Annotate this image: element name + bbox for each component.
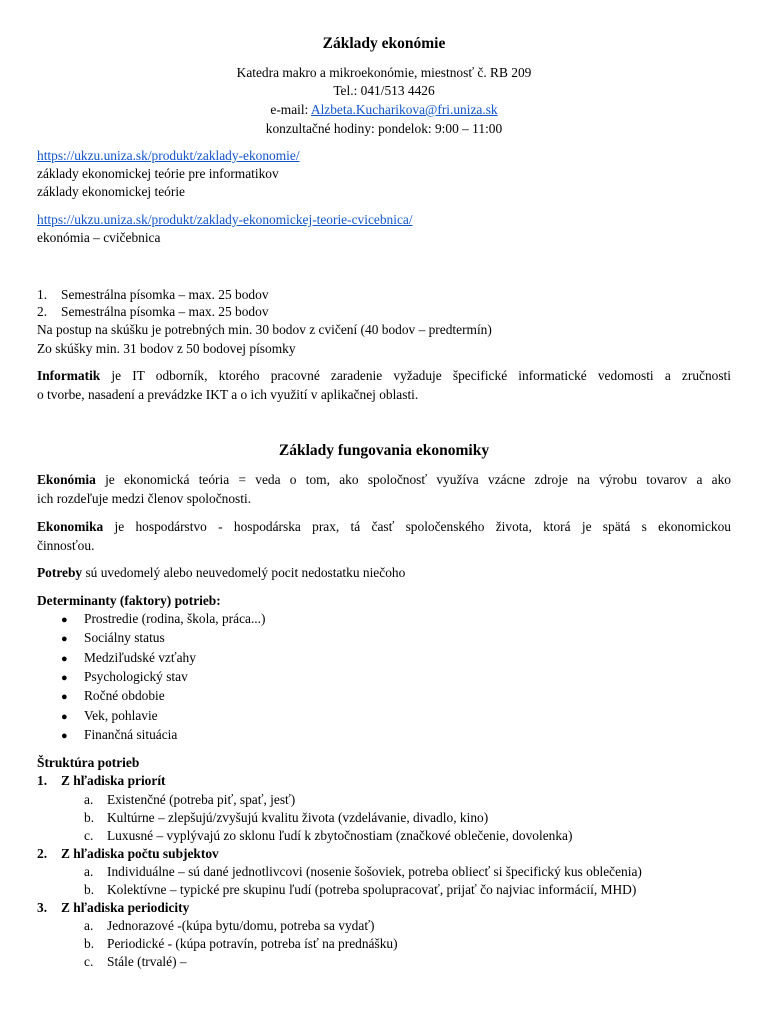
structure-item-letter: a.: [84, 918, 94, 933]
structure-group-heading: Z hľadiska počtu subjektov: [61, 846, 219, 861]
structure-item: Periodické - (kúpa potravín, potreba ísť na prednášku): [107, 936, 398, 951]
informatik-paragraph-line-2: o tvorbe, nasadení a prevádzke IKT a o ich využití v aplikačnej oblasti.: [37, 387, 419, 402]
bullet-icon: ●: [61, 672, 68, 684]
structure-item-letter: c.: [84, 954, 94, 969]
structure-heading: Štruktúra potrieb: [37, 755, 140, 770]
informatik-term: Informatik: [37, 368, 101, 383]
ekonomika-term: Ekonomika: [37, 519, 104, 534]
structure-item-letter: a.: [84, 792, 94, 807]
structure-group-heading: Z hľadiska priorít: [61, 773, 166, 788]
textbook-line-1: základy ekonomickej teórie pre informatikov: [37, 166, 279, 181]
ekonomika-paragraph-line-1: [37, 518, 731, 536]
structure-item: Existenčné (potreba piť, spať, jesť): [107, 792, 296, 807]
structure-item: Luxusné – vyplývajú zo sklonu ľudí k zbytočnostiam (značkové oblečenie, dovolenka): [107, 828, 573, 843]
structure-item-letter: a.: [84, 864, 94, 879]
grading-item: Semestrálna písomka – max. 25 bodov: [61, 304, 269, 319]
document-title: Základy ekonómie: [322, 35, 446, 52]
structure-item: Kolektívne – typické pre skupinu ľudí (potreba spolupracovať, prijať čo najviac informácií, MHD): [107, 882, 637, 897]
bullet-icon: ●: [61, 614, 68, 626]
structure-group-number: 3.: [37, 900, 48, 915]
structure-item: Stále (trvalé) –: [107, 954, 187, 969]
bullet-icon: ●: [61, 653, 68, 665]
potreby-term: Potreby: [37, 565, 83, 580]
determinant-item: Finančná situácia: [84, 727, 178, 742]
determinant-item: Vek, pohlavie: [84, 708, 158, 723]
structure-item: Individuálne – sú dané jednotlivcovi (nosenie šošoviek, potreba obliecť si špecifický kus oblečenia): [107, 864, 642, 879]
ekonomia-text: je ekonomická teória = veda o tom, ako spoločnosť využíva vzácne zdroje na výrobu tovarov a ako: [95, 472, 731, 487]
determinant-item: Ročné obdobie: [84, 688, 165, 703]
email-line: [0, 101, 768, 119]
workbook-link[interactable]: https://ukzu.uniza.sk/produkt/zaklady-ekonomickej-teorie-cvicebnica/: [37, 212, 413, 227]
informatik-text: je IT odborník, ktorého pracovné zaradenie vyžaduje špecifické informatické vedomosti a zručnosti: [100, 368, 731, 383]
ekonomia-term: Ekonómia: [37, 472, 96, 487]
bullet-icon: ●: [61, 711, 68, 723]
determinant-item: Sociálny status: [84, 630, 165, 645]
ekonomika-paragraph-line-2: činnosťou.: [37, 538, 95, 553]
office-hours-line: konzultačné hodiny: pondelok: 9:00 – 11:00: [265, 121, 503, 136]
grading-note-2: Zo skúšky min. 31 bodov z 50 bodovej písomky: [37, 341, 296, 356]
potreby-paragraph: [37, 564, 405, 582]
bullet-icon: ●: [61, 633, 68, 645]
textbook-line-2: základy ekonomickej teórie: [37, 184, 185, 199]
department-line: Katedra makro a mikroekonómie, miestnosť č. RB 209: [236, 65, 532, 80]
bullet-icon: ●: [61, 730, 68, 742]
grading-item: Semestrálna písomka – max. 25 bodov: [61, 287, 269, 302]
section-title: Základy fungovania ekonomiky: [278, 442, 490, 459]
structure-item: Jednorazové -(kúpa bytu/domu, potreba sa vydať): [107, 918, 375, 933]
grading-item-number: 2.: [37, 304, 48, 319]
determinanty-heading: Determinanty (faktory) potrieb:: [37, 593, 221, 608]
determinant-item: Medziľudské vzťahy: [84, 650, 196, 665]
email-link[interactable]: Alzbeta.Kucharikova@fri.uniza.sk: [310, 102, 498, 117]
potreby-text: sú uvedomelý alebo neuvedomelý pocit nedostatku niečoho: [82, 565, 406, 580]
grading-item-number: 1.: [37, 287, 48, 302]
structure-item: Kultúrne – zlepšujú/zvyšujú kvalitu života (vzdelávanie, divadlo, kino): [107, 810, 489, 825]
ekonomia-paragraph-line-1: [37, 471, 731, 489]
ekonomia-paragraph-line-2: ich rozdeľuje medzi členov spoločnosti.: [37, 491, 252, 506]
structure-group-heading: Z hľadiska periodicity: [61, 900, 190, 915]
structure-group-number: 2.: [37, 846, 48, 861]
email-label: e-mail:: [270, 102, 311, 117]
structure-item-letter: b.: [84, 810, 95, 825]
bullet-icon: ●: [61, 691, 68, 703]
determinant-item: Psychologický stav: [84, 669, 188, 684]
informatik-paragraph-line-1: [37, 367, 731, 385]
structure-group-number: 1.: [37, 773, 48, 788]
ekonomika-text: je hospodárstvo - hospodárska prax, tá časť spoločenského života, ktorá je spätá s ekonomickou: [103, 519, 731, 534]
workbook-line: ekonómia – cvičebnica: [37, 230, 161, 245]
structure-item-letter: b.: [84, 936, 95, 951]
textbook-link[interactable]: https://ukzu.uniza.sk/produkt/zaklady-ekonomie/: [37, 148, 300, 163]
grading-note-1: Na postup na skúšku je potrebných min. 30 bodov z cvičení (40 bodov – predtermín): [37, 322, 492, 337]
structure-item-letter: c.: [84, 828, 94, 843]
phone-line: Tel.: 041/513 4426: [333, 83, 435, 98]
determinant-item: Prostredie (rodina, škola, práca...): [84, 611, 266, 626]
structure-item-letter: b.: [84, 882, 95, 897]
